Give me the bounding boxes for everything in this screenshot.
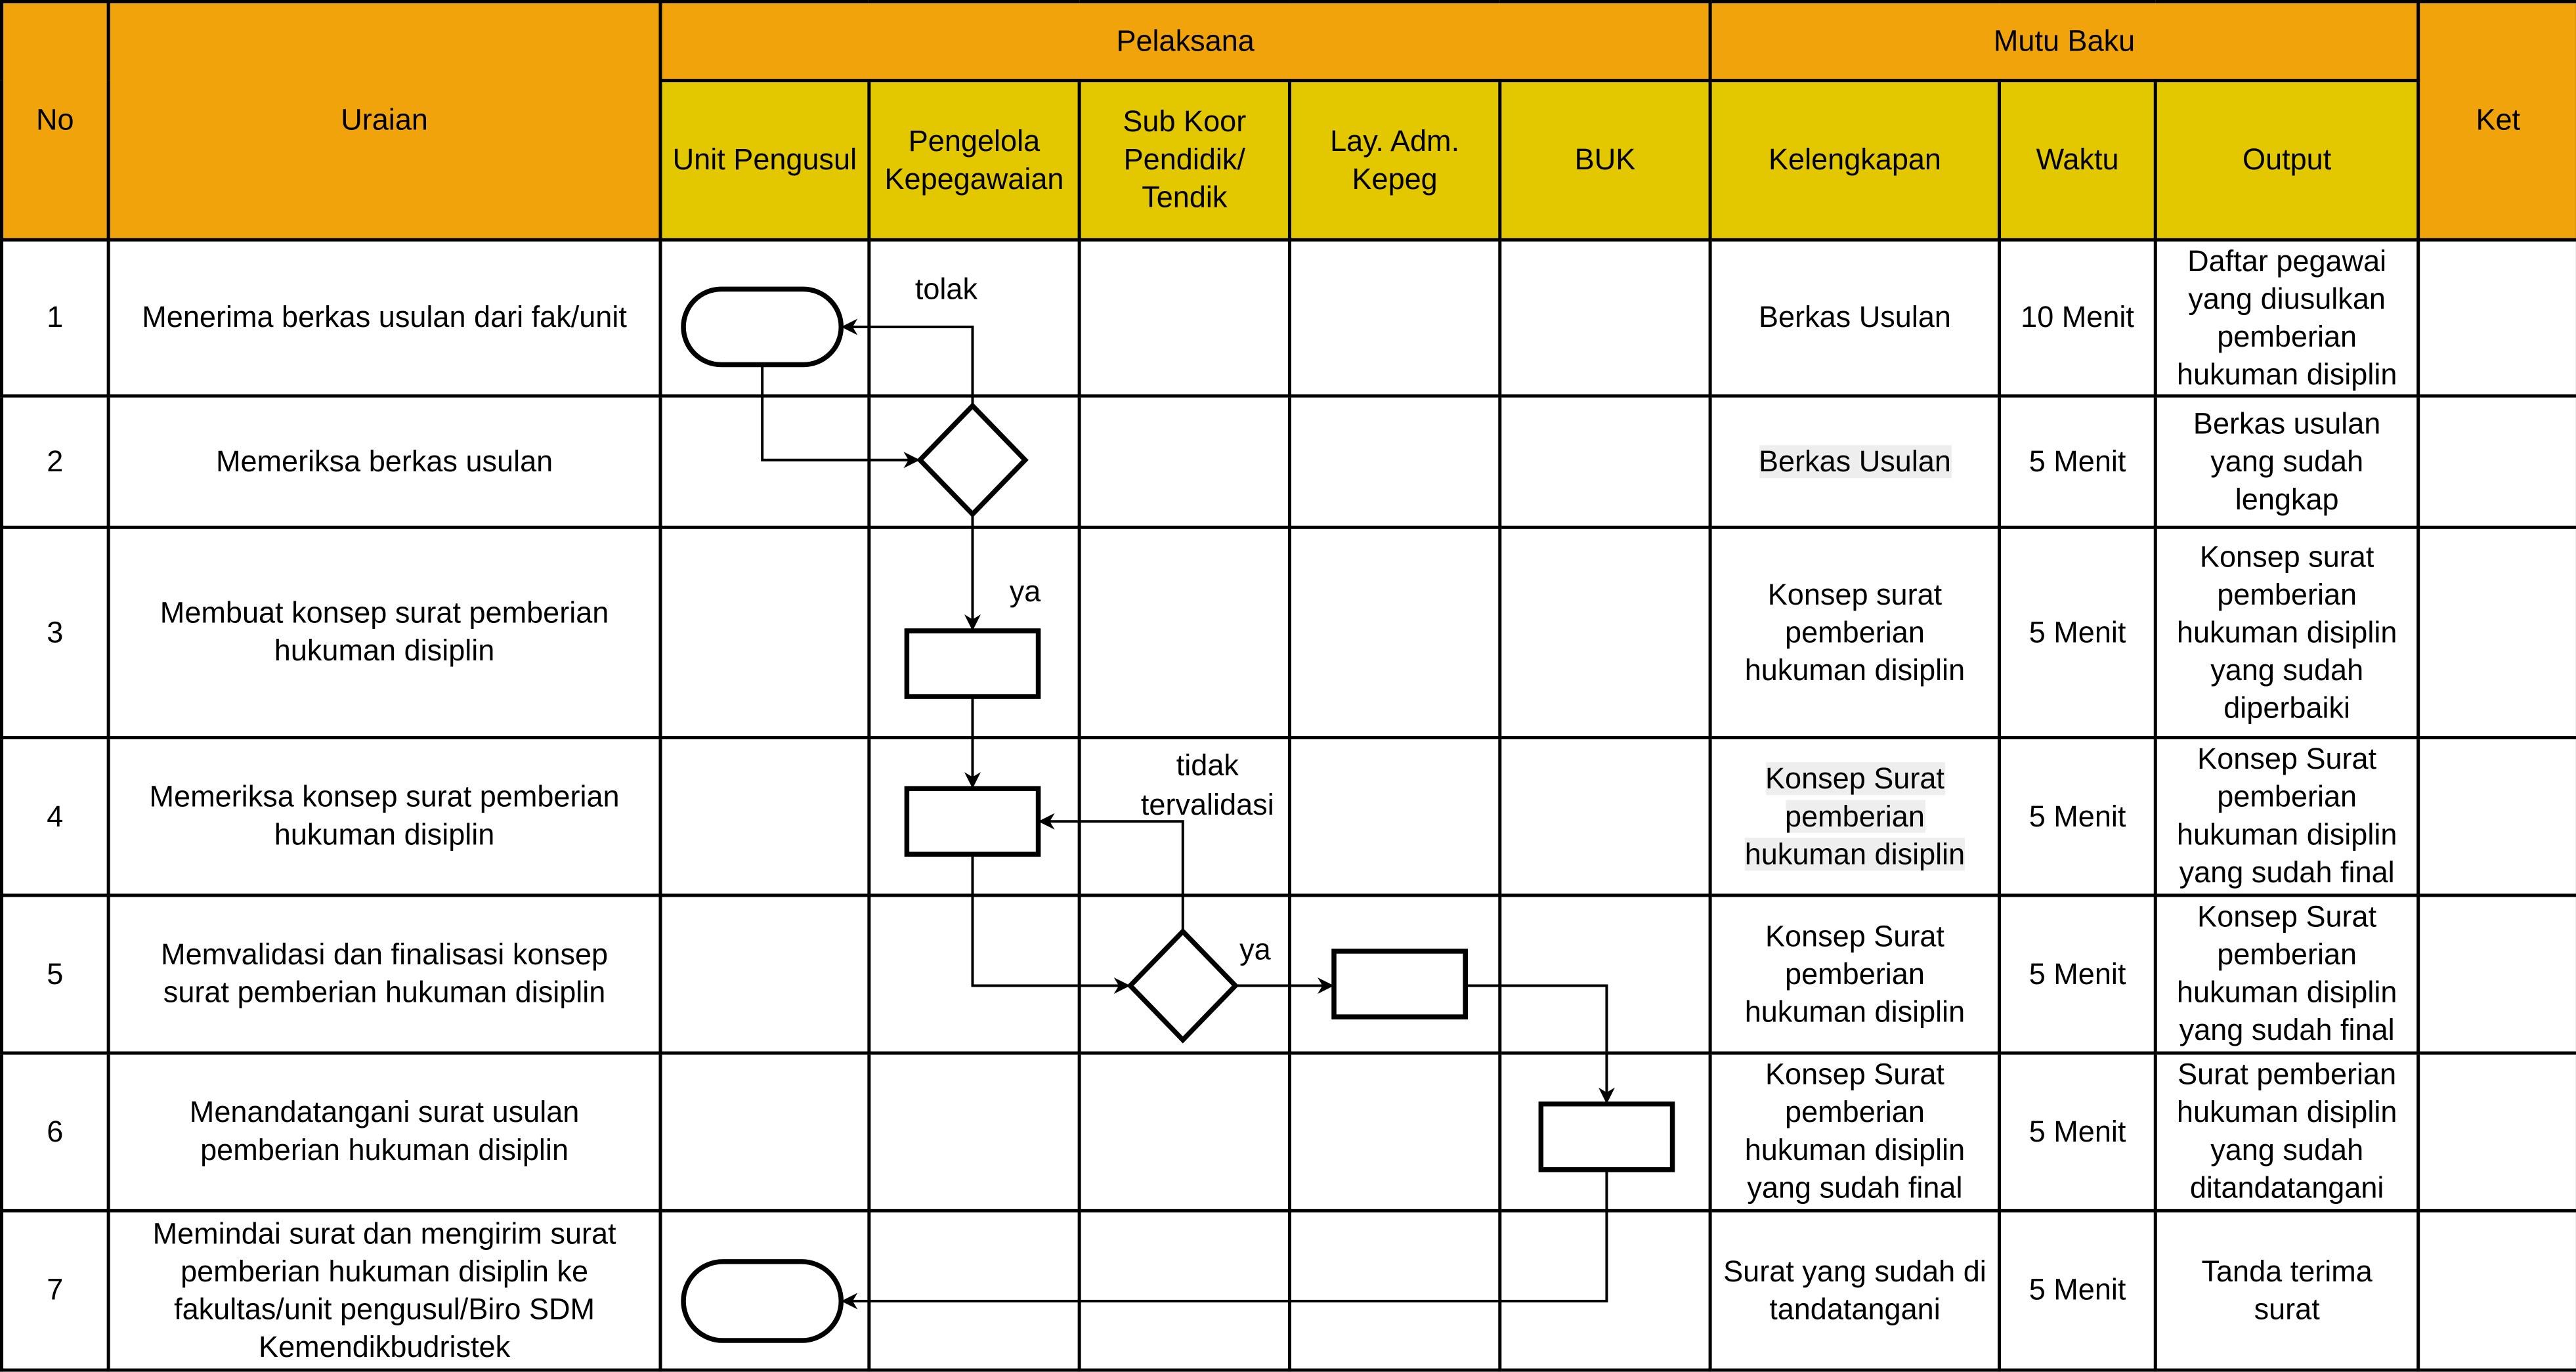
row-waktu: 5 Menit — [2000, 1053, 2156, 1211]
header-actor: Sub Koor Pendidik/ Tendik — [1079, 81, 1289, 240]
label-ya: ya — [1009, 574, 1041, 608]
row-uraian: Memeriksa konsep surat pemberian hukuman disiplin — [108, 738, 660, 895]
row-waktu: 5 Menit — [2000, 738, 2156, 895]
label-tidak-tervalidasi: tidak tervalidasi — [1140, 749, 1274, 822]
row-output: Konsep Surat pemberian hukuman disiplin yang sudah final — [2155, 895, 2418, 1053]
row-output: Berkas usulan yang sudah lengkap — [2155, 396, 2418, 527]
row-number: 1 — [2, 240, 109, 396]
kelengkapan-text: Konsep Surat pemberian hukuman disiplin yang sudah final — [1744, 1058, 1965, 1205]
row-uraian: Memvalidasi dan finalisasi konsep surat pemberian hukuman disiplin — [108, 895, 660, 1053]
kelengkapan-text: Konsep surat pemberian hukuman disiplin — [1744, 577, 1965, 686]
arrow-tidak-tervalidasi — [1040, 821, 1183, 932]
row-output: Konsep Surat pemberian hukuman disiplin yang sudah final — [2155, 738, 2418, 895]
header-no: No — [2, 2, 109, 240]
arrow — [762, 365, 918, 460]
header-uraian: Uraian — [108, 2, 660, 240]
kelengkapan-text: Konsep Surat pemberian hukuman disiplin — [1744, 761, 1965, 870]
process-buk-tandatangan — [1541, 1104, 1672, 1170]
header-waktu: Waktu — [2000, 81, 2156, 240]
row-output: Surat pemberian hukuman disiplin yang sudah ditandatangani — [2155, 1053, 2418, 1211]
header-actor: Pengelola Kepegawaian — [869, 81, 1079, 240]
label-tolak: tolak — [914, 272, 978, 306]
row-waktu: 5 Menit — [2000, 895, 2156, 1053]
row-number: 4 — [2, 738, 109, 895]
label-ya: ya — [1239, 933, 1271, 966]
row-number: 2 — [2, 396, 109, 527]
row-waktu: 5 Menit — [2000, 527, 2156, 737]
header-output: Output — [2155, 81, 2418, 240]
row-output: Daftar pegawai yang diusulkan pemberian hukuman disiplin — [2155, 240, 2418, 396]
row-uraian: Memeriksa berkas usulan — [108, 396, 660, 527]
kelengkapan-text: Berkas Usulan — [1759, 444, 1951, 477]
row-waktu: 5 Menit — [2000, 396, 2156, 527]
kelengkapan-text: Konsep Surat pemberian hukuman disiplin — [1744, 919, 1965, 1028]
row-waktu: 5 Menit — [2000, 1211, 2156, 1370]
terminator-start — [683, 289, 841, 364]
decision-diamond-validasi — [1130, 932, 1235, 1040]
arrow-tolak — [843, 327, 973, 406]
kelengkapan-text: Surat yang sudah di tandatangani — [1723, 1254, 1986, 1325]
row-output: Tanda terima surat — [2155, 1211, 2418, 1370]
row-uraian: Memindai surat dan mengirim surat pemberian hukuman disiplin ke fakultas/unit pengusul/Biro SDM Kemendikbudristek — [108, 1211, 660, 1370]
row-uraian: Menerima berkas usulan dari fak/unit — [108, 240, 660, 396]
process-lay-adm — [1334, 951, 1465, 1017]
row-number: 3 — [2, 527, 109, 737]
header-mutu-baku: Mutu Baku — [1710, 2, 2418, 81]
arrow — [843, 1170, 1607, 1301]
decision-diamond-check-berkas — [920, 406, 1025, 514]
header-ket: Ket — [2418, 2, 2576, 240]
row-number: 7 — [2, 1211, 109, 1370]
row-uraian: Membuat konsep surat pemberian hukuman disiplin — [108, 527, 660, 737]
kelengkapan-text: Berkas Usulan — [1759, 300, 1951, 334]
row-waktu: 10 Menit — [2000, 240, 2156, 396]
row-number: 6 — [2, 1053, 109, 1211]
terminator-end — [683, 1262, 841, 1340]
row-uraian: Menandatangani surat usulan pemberian hukuman disiplin — [108, 1053, 660, 1211]
header-pelaksana: Pelaksana — [660, 2, 1710, 81]
arrow — [1465, 986, 1606, 1103]
header-actor: Lay. Adm. Kepeg — [1289, 81, 1499, 240]
process-periksa-konsep — [907, 788, 1038, 854]
header-kelengkapan: Kelengkapan — [1710, 81, 1999, 240]
header-actor: BUK — [1500, 81, 1710, 240]
row-number: 5 — [2, 895, 109, 1053]
arrow — [972, 854, 1128, 985]
header-actor: Unit Pengusul — [660, 81, 869, 240]
row-output: Konsep surat pemberian hukuman disiplin yang sudah diperbaiki — [2155, 527, 2418, 737]
process-buat-konsep — [907, 631, 1038, 697]
